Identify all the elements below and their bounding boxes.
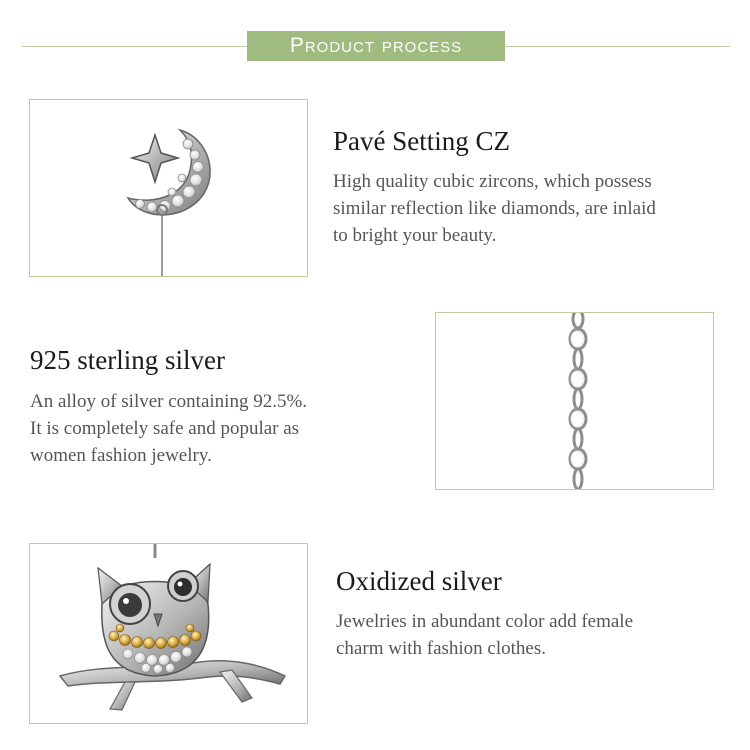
description-line: similar reflection like diamonds, are inlaid: [333, 198, 656, 219]
header-divider-left: [22, 46, 248, 47]
feature-description-oxidized: [336, 608, 633, 662]
moon-star-charm-image: [29, 99, 308, 277]
feature-description-pave: [333, 168, 656, 249]
description-line: women fashion jewelry.: [30, 445, 212, 466]
header-divider-right: [504, 46, 730, 47]
feature-description-silver: [30, 388, 307, 469]
description-line: High quality cubic zircons, which possess: [333, 171, 652, 192]
silver-chain-image: [435, 312, 714, 490]
feature-title-pave: Pavé Setting CZ: [333, 126, 510, 156]
feature-title-oxidized: Oxidized silver: [336, 566, 502, 596]
silver-chain-icon: [436, 313, 713, 489]
section-banner: Product process: [247, 31, 505, 61]
description-line: It is completely safe and popular as: [30, 418, 300, 439]
owl-charm-image: [29, 543, 308, 724]
description-line: Jewelries in abundant color add female: [336, 611, 634, 632]
moon-star-charm-icon: [30, 100, 307, 276]
owl-charm-icon: [30, 544, 307, 723]
description-line: charm with fashion clothes.: [336, 638, 547, 659]
feature-title-silver: 925 sterling silver: [30, 345, 225, 375]
description-line: An alloy of silver containing 92.5%.: [30, 391, 308, 412]
description-line: to bright your beauty.: [333, 225, 497, 246]
